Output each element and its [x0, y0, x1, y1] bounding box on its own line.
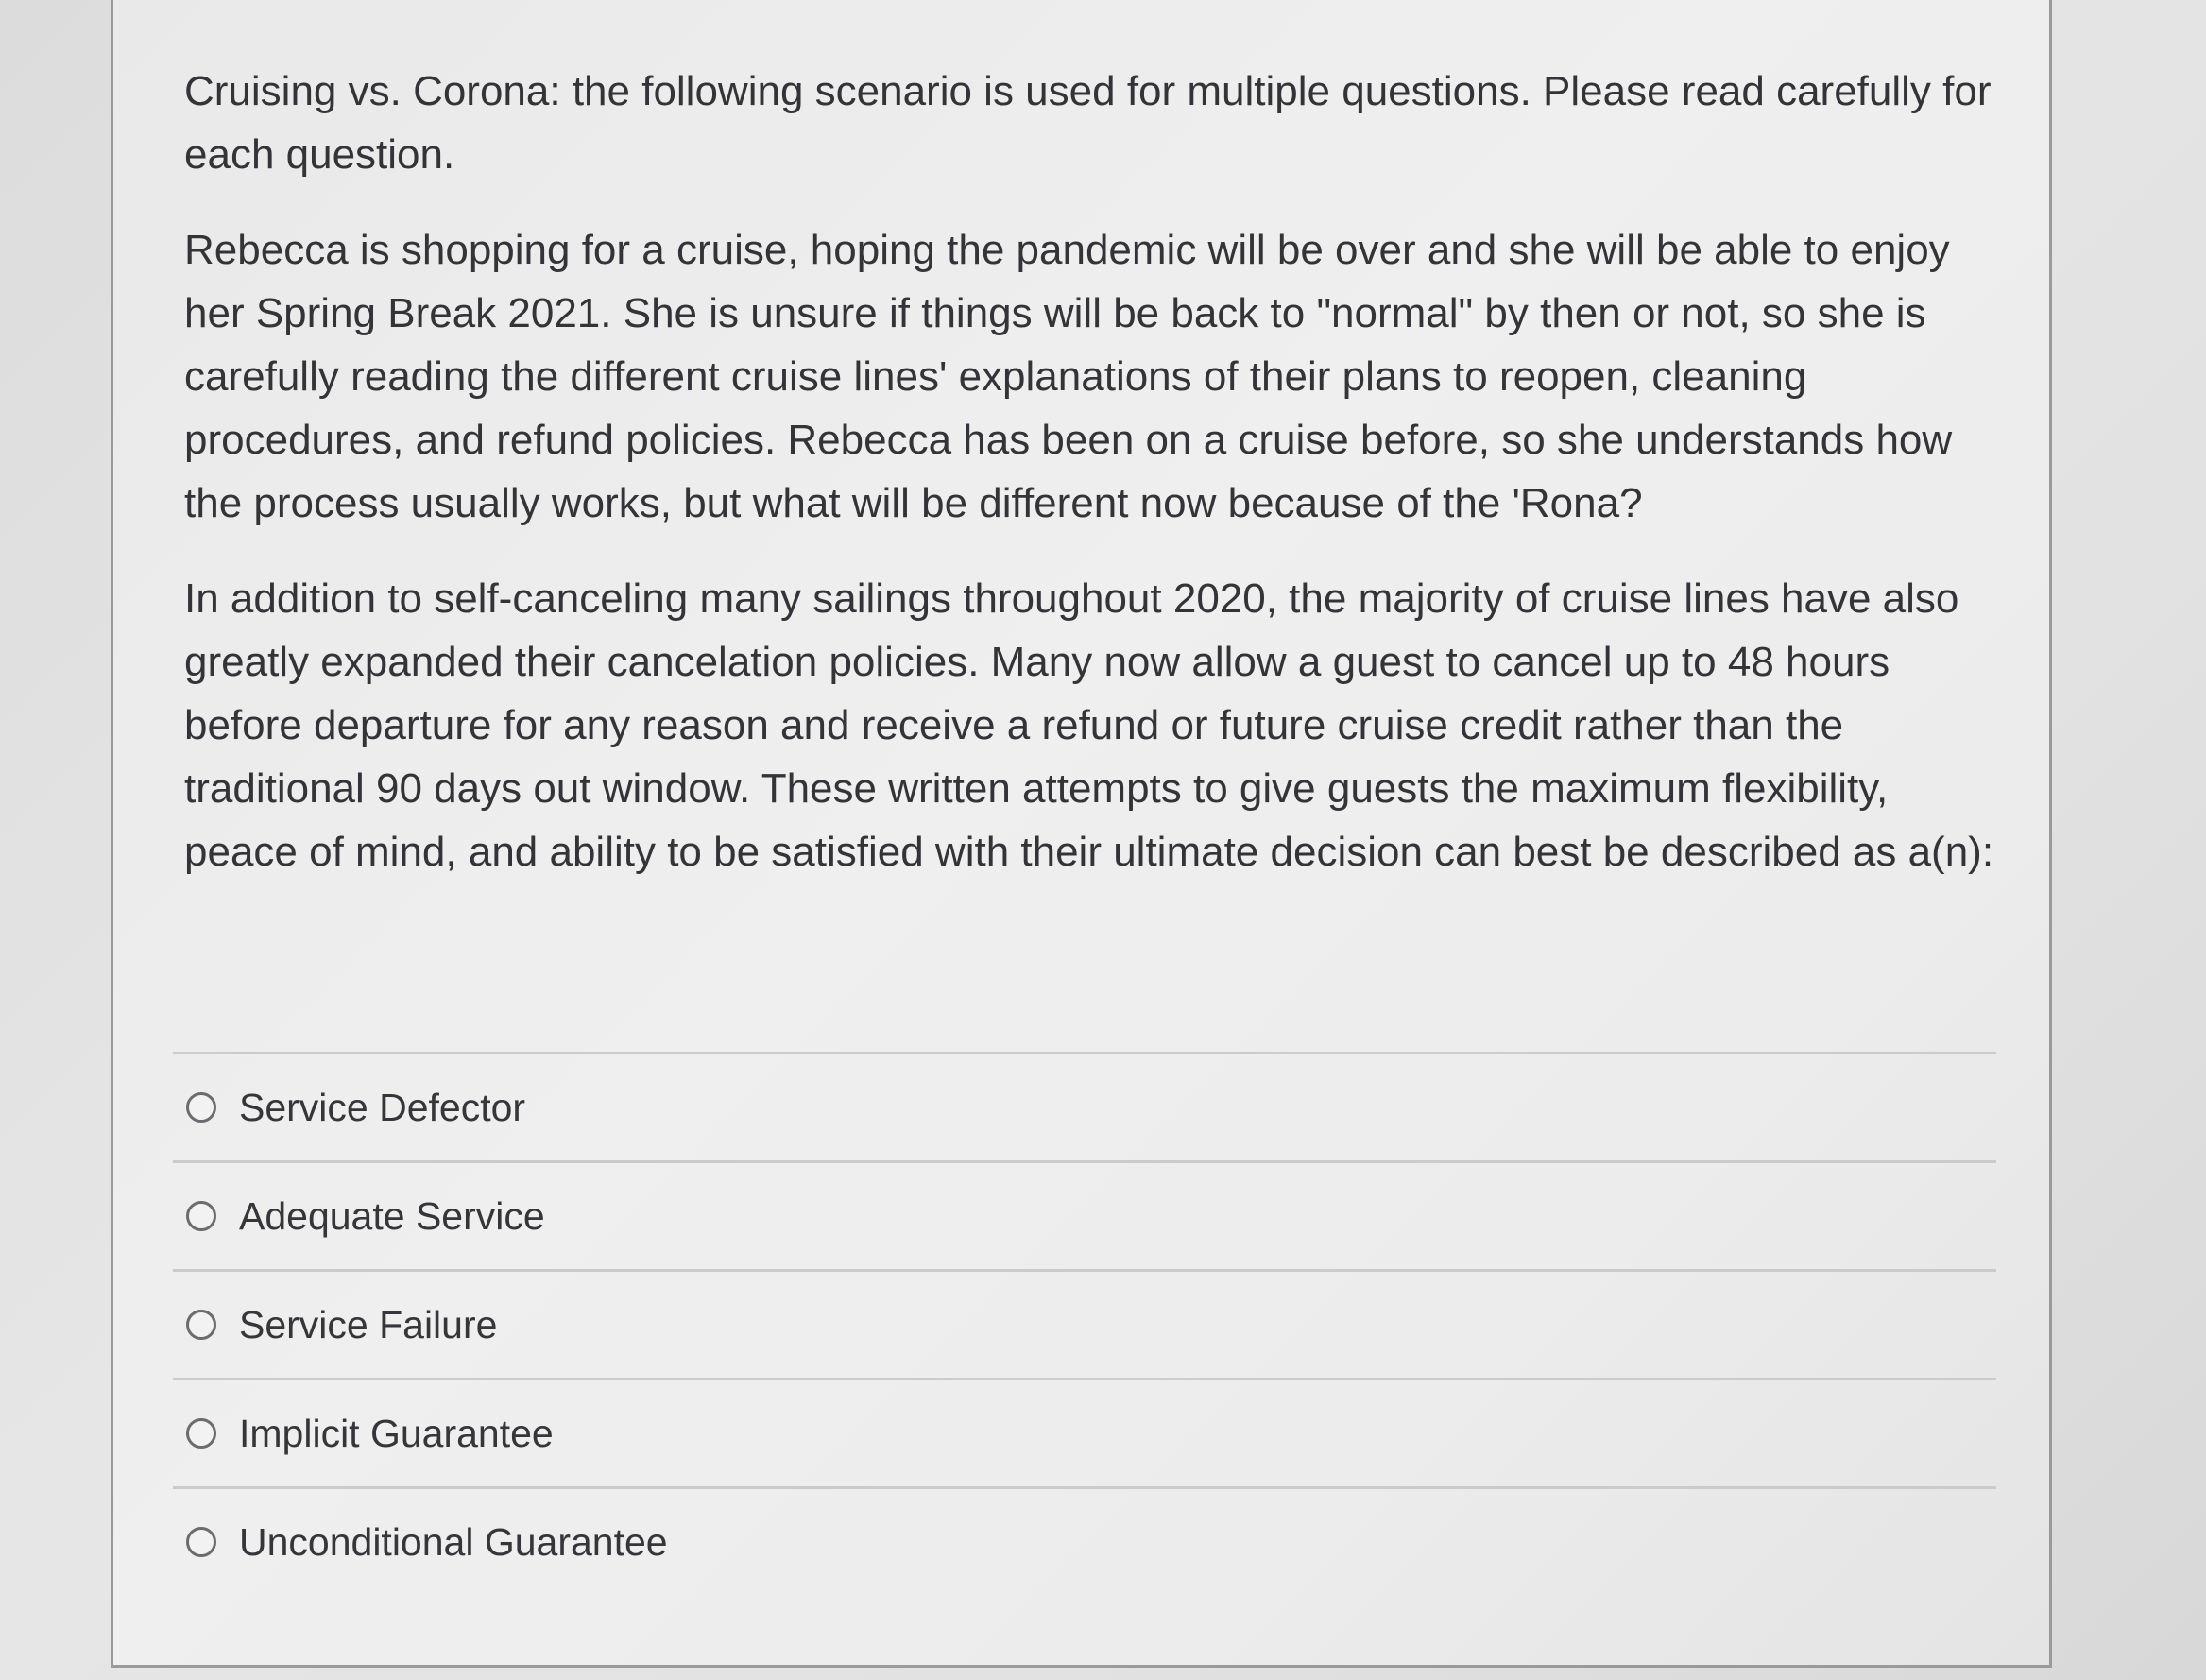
radio-button[interactable] [186, 1418, 216, 1449]
question-text [184, 60, 1998, 916]
radio-button[interactable] [186, 1092, 216, 1123]
question-prompt: In addition to self-canceling many sailings throughout 2020, the majority of cruise lines have also greatly expanded their cancelation policies. Many now allow a guest to cancel up to 48 hours before departure for any reason and receive a refund or future cruise credit rather than the traditional 90 days out window. These written attempts to give guests the maximum flexibility, peace of mind, and ability to be satisfied with their ultimate decision can best be described as a(n): [184, 575, 1994, 875]
radio-button[interactable] [186, 1527, 216, 1557]
answer-options [173, 1052, 1996, 1595]
answer-label: Service Defector [239, 1085, 526, 1129]
answer-label: Adequate Service [239, 1193, 545, 1238]
answer-option-adequate-service[interactable] [173, 1163, 1996, 1269]
answer-label: Unconditional Guarantee [239, 1519, 668, 1564]
question-scenario: Rebecca is shopping for a cruise, hoping the pandemic will be over and she will be able to enjoy her Spring Break 2021. She is unsure if things will be back to "normal" by then or not, so she is carefully reading the different cruise lines' explanations of their plans to reopen, cleaning procedures, and refund policies. Rebecca has been on a cruise before, so she understands how the process usually works, but what will be different now because of the 'Rona? [184, 227, 1953, 526]
answer-option-implicit-guarantee[interactable] [173, 1380, 1996, 1486]
question-intro: Cruising vs. Corona: the following scenario is used for multiple questions. Please read carefully for each question. [184, 68, 1992, 178]
radio-button[interactable] [186, 1310, 216, 1340]
answer-option-service-defector[interactable] [173, 1054, 1996, 1160]
question-card [111, 0, 2052, 1668]
answer-option-unconditional-guarantee[interactable] [173, 1489, 1996, 1595]
answer-option-service-failure[interactable] [173, 1272, 1996, 1378]
radio-button[interactable] [186, 1201, 216, 1231]
answer-label: Implicit Guarantee [239, 1411, 554, 1455]
answer-label: Service Failure [239, 1302, 498, 1346]
